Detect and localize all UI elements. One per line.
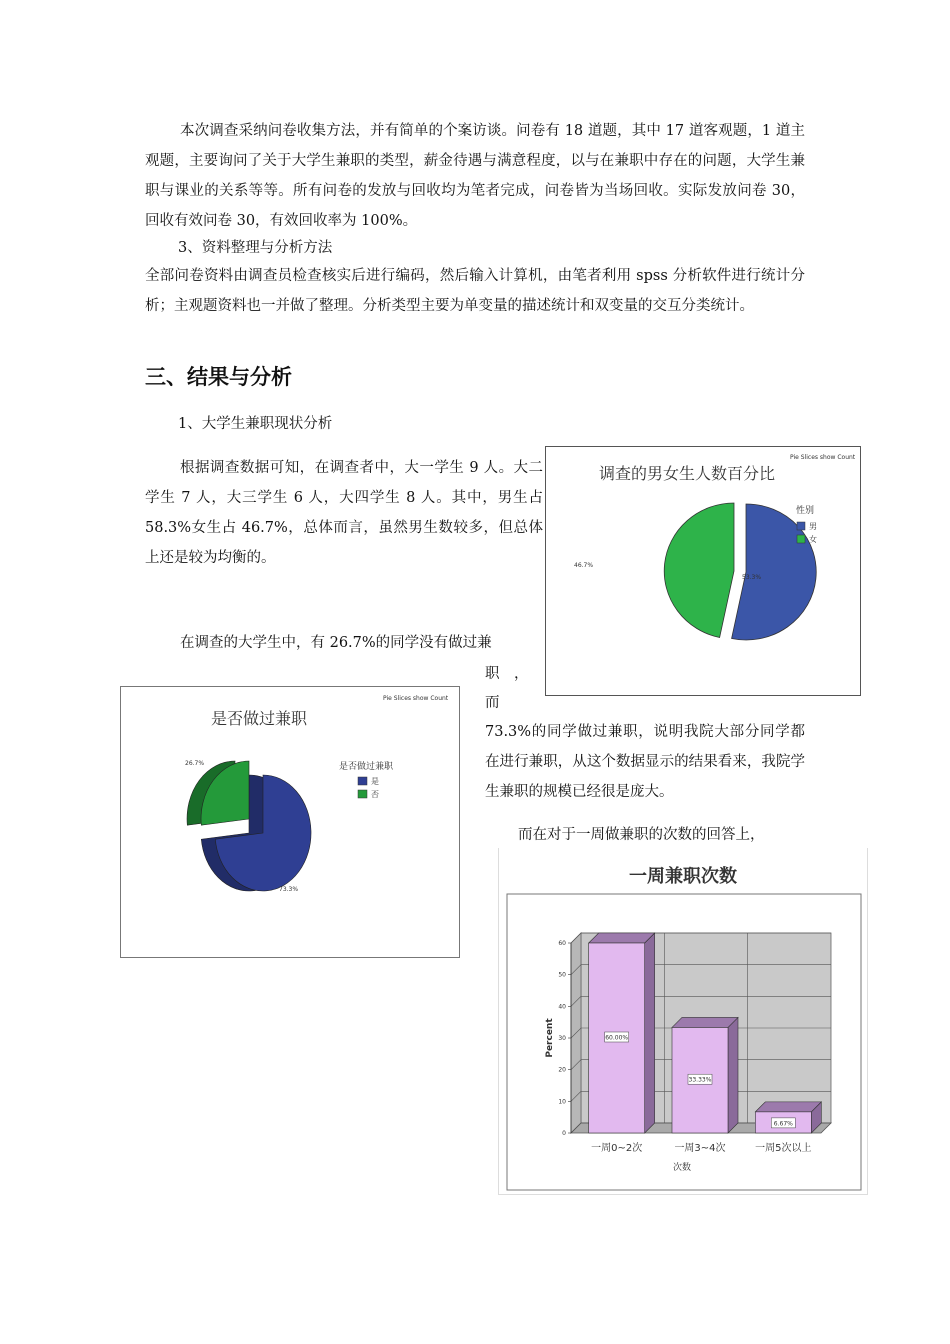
y-axis-label: Percent	[545, 1018, 555, 1058]
y-tick-label: 20	[558, 1066, 566, 1074]
frequency-bar-chart	[498, 848, 868, 1195]
parttime-pie-chart	[120, 686, 460, 958]
legend-swatch-是	[358, 777, 367, 785]
x-tick-label: 一周3~4次	[674, 1143, 726, 1154]
pie-slice-label: 53.3%	[742, 574, 762, 581]
paragraph-parttime-b: 职 ，	[485, 666, 529, 682]
bar-top	[589, 933, 655, 943]
y-tick-label: 10	[558, 1098, 566, 1106]
legend-swatch-否	[358, 790, 367, 798]
y-tick-label: 50	[558, 971, 566, 979]
chart-title: 是否做过兼职	[210, 709, 308, 728]
x-axis-label: 次数	[672, 1163, 692, 1173]
pie-corner-note: Pie Slices show Count	[790, 454, 856, 461]
paragraph-parttime-a: 在调查的大学生中，有 26.7%的同学没有做过兼	[180, 635, 492, 651]
paragraph-frequency-intro: 而在对于一周做兼职的次数的回答上，	[518, 827, 765, 843]
y-tick-label: 40	[558, 1003, 566, 1011]
bar-value-label: 60.00%	[605, 1034, 629, 1042]
bar-side	[645, 933, 655, 1133]
bar-top	[755, 1102, 821, 1112]
y-tick-label: 0	[562, 1130, 566, 1137]
x-tick-label: 一周5次以上	[755, 1143, 812, 1154]
legend-swatch-男	[797, 522, 805, 530]
pie-slice-label: 26.7%	[185, 760, 205, 767]
paragraph-parttime-c: 而	[485, 695, 500, 711]
paragraph-method: 本次调查采纳问卷收集方法，并有简单的个案访谈。问卷有 18 道题，其中 17 道客观题，1 道主观题，主要询问了关于大学生兼职的类型，薪金待遇与满意程度，以与在兼职中存在的问题，大学生兼职与课业的关系等等。所有问卷的发放与回收均为笔者完成，问卷皆为当场回收。实际发放问卷 30，回收有效问卷 30，有效回收率为 100%。	[145, 123, 805, 229]
pie-slice-女	[664, 503, 734, 638]
paragraph-gender: 根据调查数据可知，在调查者中，大一学生 9 人。大二学生 7 人，大三学生 6 人，大四学生 8 人。其中，男生占 58.3%女生占 46.7%，总体而言，虽然男生数较多，但总体上还是较为均衡的。	[145, 460, 543, 566]
bar-top	[672, 1017, 738, 1027]
y-tick-label: 30	[558, 1035, 566, 1042]
bar-value-label: 33.33%	[688, 1076, 712, 1084]
legend-label: 女	[809, 535, 817, 544]
chart-title: 调查的男女生人数百分比	[598, 464, 776, 483]
y-tick-label: 60	[558, 940, 566, 947]
paragraph-data-analysis: 全部问卷资料由调查员检查核实后进行编码，然后输入计算机，由笔者利用 spss 分析软件进行统计分析；主观题资料也一并做了整理。分析类型主要为单变量的描述统计和双变量的交互分类统计。	[145, 268, 805, 314]
bar-side	[728, 1017, 738, 1133]
chart-title: 一周兼职次数	[629, 866, 737, 887]
section-heading: 三、结果与分析	[145, 365, 292, 389]
gender-pie-chart	[545, 446, 861, 696]
legend-label: 否	[371, 790, 379, 799]
legend-title: 性别	[796, 506, 815, 516]
paragraph-subheading-data: 3、资料整理与分析方法	[178, 240, 333, 256]
legend-swatch-女	[797, 535, 805, 543]
x-tick-label: 一周0~2次	[591, 1143, 643, 1154]
legend-label: 是	[371, 777, 379, 786]
legend-label: 男	[809, 522, 817, 531]
pie-slice-label: 46.7%	[574, 562, 594, 569]
bar-value-label: 6.67%	[773, 1120, 793, 1128]
paragraph-parttime-d: 73.3%的同学做过兼职，说明我院大部分同学都在进行兼职，从这个数据显示的结果看来，我院学生兼职的规模已经很是庞大。	[485, 724, 805, 800]
pie-slice-label: 73.3%	[279, 886, 299, 893]
pie-corner-note: Pie Slices show Count	[383, 695, 449, 702]
paragraph-subheading-status: 1、大学生兼职现状分析	[178, 416, 333, 432]
legend-title: 是否做过兼职	[339, 762, 394, 772]
